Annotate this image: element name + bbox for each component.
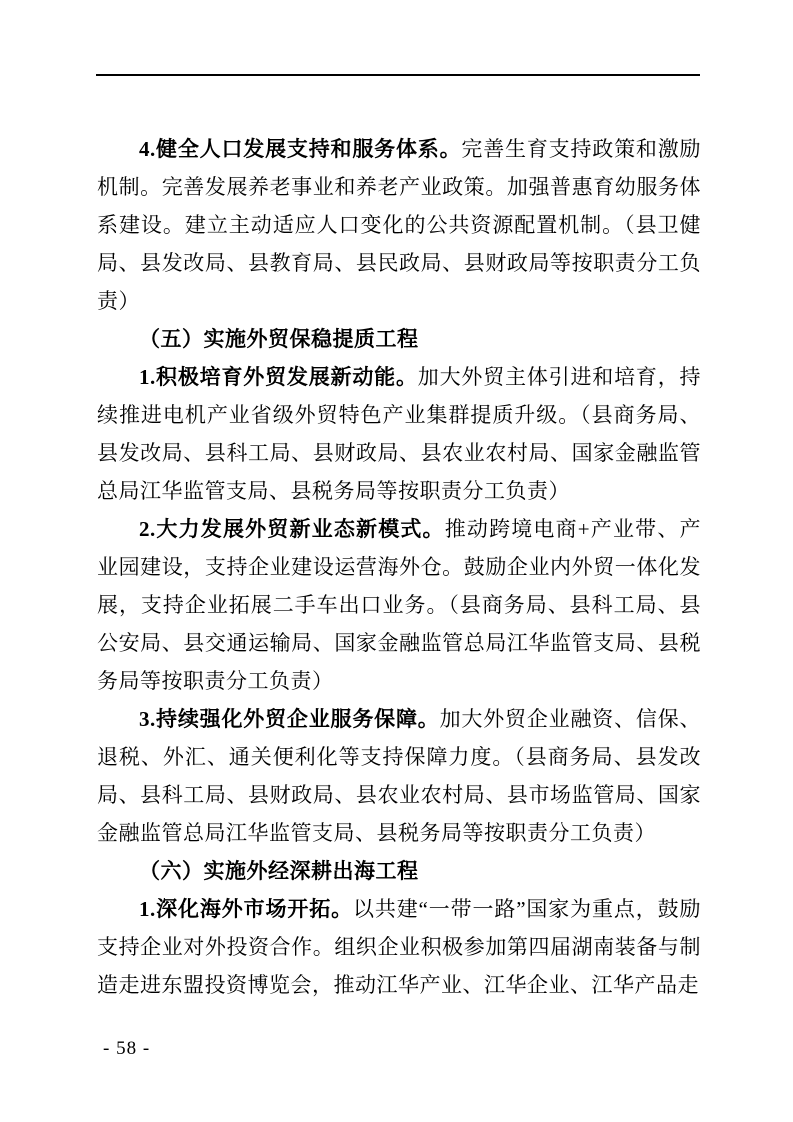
paragraph-new-trade-models xyxy=(97,510,701,700)
paragraph-body: 加大外贸主体引进和培育，持续推进电机产业省级外贸特色产业集群提质升级。（县商务局、县发改局、县科工局、县财政局、县农业农村局、国家金融监管总局江华监管支局、县税务局等按职责分工负责） xyxy=(97,365,702,503)
paragraph-foreign-trade-momentum xyxy=(97,358,701,510)
paragraph-lead: 4.健全人口发展支持和服务体系。 xyxy=(139,137,462,161)
paragraph-body: 加大外贸企业融资、信保、退税、外汇、通关便利化等支持保障力度。（县商务局、县发改局、县科工局、县财政局、县农业农村局、县市场监管局、国家金融监管总局江华监管支局、县税务局等按职责分工负责） xyxy=(97,707,702,845)
paragraph-body: 推动跨境电商+产业带、产业园建设，支持企业建设运营海外仓。鼓励企业内外贸一体化发展，支持企业拓展二手车出口业务。（县商务局、县科工局、县公安局、县交通运输局、国家金融监管总局江华监管支局、县税务局等按职责分工负责） xyxy=(97,517,701,693)
paragraph-body: 完善生育支持政策和激励机制。完善发展养老事业和养老产业政策。加强普惠育幼服务体系建设。建立主动适应人口变化的公共资源配置机制。（县卫健局、县发改局、县教育局、县民政局、县财政局等按职责分工负责） xyxy=(97,137,702,313)
paragraph-body: 以共建“一带一路”国家为重点，鼓励支持企业对外投资合作。组织企业积极参加第四届湖南装备与制造走进东盟投资博览会，推动江华产业、江华企业、江华产品走 xyxy=(97,897,702,997)
paragraph-lead: 2.大力发展外贸新业态新模式。 xyxy=(139,517,445,541)
header-rule xyxy=(96,74,700,76)
section-heading-five: （五）实施外贸保稳提质工程 xyxy=(139,327,419,351)
paragraph-trade-enterprise-service xyxy=(97,700,701,852)
paragraph-lead: 3.持续强化外贸企业服务保障。 xyxy=(139,707,440,731)
section-heading-six: （六）实施外经深耕出海工程 xyxy=(139,859,419,883)
paragraph-lead: 1.积极培育外贸发展新动能。 xyxy=(139,365,418,389)
paragraph-lead: 1.深化海外市场开拓。 xyxy=(139,897,353,921)
paragraph-overseas-market xyxy=(97,890,701,1004)
document-content xyxy=(97,130,701,1004)
page-number: - 58 - xyxy=(103,1038,151,1059)
paragraph-population-support xyxy=(97,130,701,320)
